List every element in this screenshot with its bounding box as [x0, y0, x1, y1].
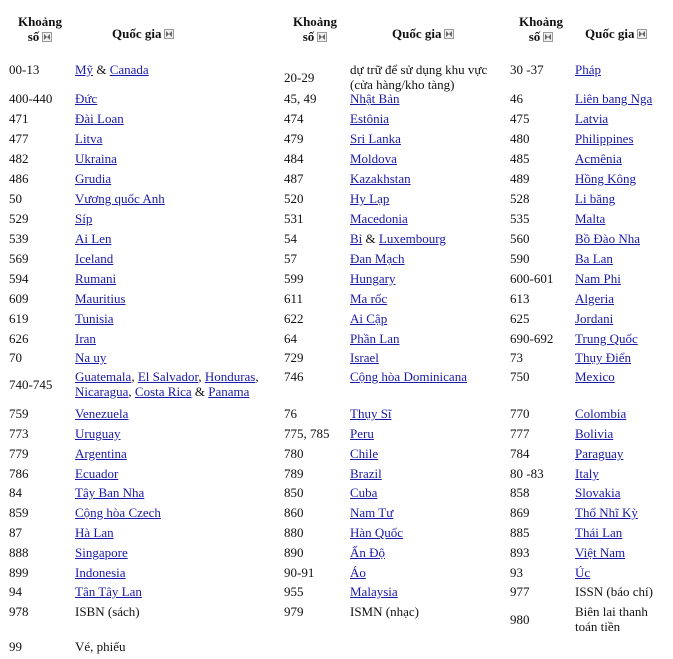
country-link[interactable]: Macedonia [350, 211, 408, 226]
code-range: 520 [284, 191, 304, 206]
header-country-3 [585, 26, 647, 41]
country-cell [75, 131, 102, 146]
sort-icon[interactable] [317, 32, 327, 42]
country-cell [575, 311, 613, 326]
country-link[interactable]: Latvia [575, 111, 609, 126]
country-link[interactable]: Hà Lan [75, 525, 114, 540]
country-cell [350, 231, 446, 246]
country-text: Biên lai thanh [575, 604, 648, 619]
code-range: 750 [510, 369, 530, 384]
code-range: 858 [510, 485, 530, 500]
country-cell [575, 91, 652, 106]
country-cell [575, 271, 621, 286]
code-range: 622 [284, 311, 304, 326]
code-range: 978 [9, 604, 29, 619]
country-link[interactable]: Malaysia [350, 584, 398, 599]
header-range-2 [285, 14, 345, 44]
country-link[interactable]: Ba Lan [575, 251, 613, 266]
country-cell [575, 171, 636, 186]
country-cell [575, 505, 638, 520]
country-link[interactable]: Sri Lanka [350, 131, 401, 146]
country-link[interactable]: Li băng [575, 191, 616, 206]
code-range: 535 [510, 211, 530, 226]
country-cell [350, 505, 393, 520]
code-range: 479 [284, 131, 304, 146]
country-cell [75, 485, 144, 500]
sort-icon[interactable] [164, 29, 174, 39]
country-cell [350, 191, 389, 206]
country-text: ISBN (sách) [75, 604, 140, 619]
code-range: 80 -83 [510, 466, 544, 481]
country-link[interactable]: Thụy Sĩ [350, 406, 392, 421]
country-link[interactable]: Việt Nam [575, 545, 626, 560]
country-cell [350, 584, 398, 599]
country-cell [75, 426, 121, 441]
country-cell [575, 291, 614, 306]
country-link[interactable]: Bồ Đào Nha [575, 231, 640, 246]
code-range: 489 [510, 171, 530, 186]
code-range: 20-29 [284, 70, 315, 85]
country-cell [575, 525, 622, 540]
country-link[interactable]: Guatemala [75, 369, 132, 384]
country-cell [350, 406, 392, 421]
country-link[interactable]: Cuba [350, 485, 378, 500]
country-link[interactable]: Indonesia [75, 565, 126, 580]
country-cell [350, 350, 379, 365]
country-link[interactable]: Đài Loan [75, 111, 124, 126]
code-range: 977 [510, 584, 530, 599]
country-link[interactable]: Algeria [575, 291, 614, 306]
country-link[interactable]: Slovakia [575, 485, 621, 500]
code-range: 57 [284, 251, 297, 266]
sort-icon[interactable] [543, 32, 553, 42]
country-cell [350, 446, 378, 461]
country-cell [75, 584, 142, 599]
code-range: 487 [284, 171, 304, 186]
country-cell [75, 639, 126, 654]
code-range: 73 [510, 350, 523, 365]
country-cell [575, 485, 621, 500]
country-link[interactable]: Litva [75, 131, 103, 146]
country-link[interactable]: Nicaragua [75, 384, 129, 399]
code-range: 899 [9, 565, 29, 580]
country-link[interactable]: Na uy [75, 350, 107, 365]
code-range: 76 [284, 406, 297, 421]
country-link[interactable]: Tunisia [75, 311, 114, 326]
country-link[interactable]: Hồng Kông [575, 171, 637, 186]
country-link[interactable]: Chile [350, 446, 379, 461]
country-link[interactable]: Italy [575, 466, 599, 481]
country-link[interactable]: Bỉ [350, 231, 363, 246]
country-cell [350, 369, 467, 384]
country-link[interactable]: Ecuador [75, 466, 119, 481]
country-cell [575, 111, 608, 126]
country-link[interactable]: Luxembourg [378, 231, 446, 246]
code-range: 400-440 [9, 91, 53, 106]
country-cell [75, 406, 128, 421]
code-range: 869 [510, 505, 530, 520]
code-range: 475 [510, 111, 530, 126]
country-text: (cửa hàng/kho tàng) [350, 77, 455, 92]
country-cell [575, 350, 631, 365]
code-range: 980 [510, 612, 530, 627]
country-link[interactable]: Grudia [75, 171, 112, 186]
code-range: 569 [9, 251, 29, 266]
code-range: 619 [9, 311, 29, 326]
country-cell [575, 466, 599, 481]
country-cell [575, 584, 653, 599]
code-range: 850 [284, 485, 304, 500]
country-cell [350, 525, 403, 540]
country-cell [350, 485, 377, 500]
country-cell [350, 426, 374, 441]
code-range: 531 [284, 211, 304, 226]
country-cell [75, 62, 149, 77]
code-range: 64 [284, 331, 297, 346]
country-cell [350, 311, 387, 326]
country-cell [575, 446, 623, 461]
code-range: 779 [9, 446, 29, 461]
country-cell [75, 505, 161, 520]
country-link[interactable]: Honduras [204, 369, 256, 384]
country-cell [350, 565, 366, 580]
country-cell [350, 91, 399, 106]
country-link[interactable]: Venezuela [75, 406, 129, 421]
code-range: 87 [9, 525, 22, 540]
code-range: 594 [9, 271, 29, 286]
country-cell [350, 211, 408, 226]
header-range-line2 [511, 29, 571, 44]
code-range: 474 [284, 111, 304, 126]
country-link[interactable]: Hàn Quốc [350, 525, 404, 540]
country-link[interactable]: Cộng hòa Czech [75, 505, 161, 520]
header-country-text: Quốc gia [392, 26, 442, 41]
country-link[interactable]: Kazakhstan [350, 171, 411, 186]
country-link[interactable]: Mỹ [75, 62, 94, 77]
country-text: & [191, 384, 209, 399]
code-range: 893 [510, 545, 530, 560]
country-cell [75, 545, 128, 560]
code-range: 888 [9, 545, 29, 560]
country-cell [350, 151, 397, 166]
country-link[interactable]: Ai Len [75, 231, 112, 246]
country-cell [75, 604, 140, 619]
sort-icon[interactable] [637, 29, 647, 39]
country-link[interactable]: Tây Ban Nha [75, 485, 145, 500]
header-range-line2 [10, 29, 70, 44]
country-cell [575, 406, 626, 421]
code-range: 480 [510, 131, 530, 146]
country-cell [75, 231, 111, 246]
country-text: , [128, 384, 135, 399]
code-range: 50 [9, 191, 22, 206]
code-range: 613 [510, 291, 530, 306]
code-range: 00-13 [9, 62, 40, 77]
country-cell [75, 369, 259, 399]
code-range: 482 [9, 151, 29, 166]
country-cell [75, 446, 127, 461]
country-link[interactable]: Síp [75, 211, 93, 226]
country-cell [575, 251, 613, 266]
code-range: 759 [9, 406, 29, 421]
country-link[interactable]: Rumani [75, 271, 117, 286]
country-link[interactable]: Panama [208, 384, 250, 399]
code-range: 740-745 [9, 377, 53, 392]
code-range: 784 [510, 446, 530, 461]
country-cell [350, 545, 385, 560]
country-link[interactable]: Nam Tư [350, 505, 394, 520]
country-link[interactable]: Vương quốc Anh [75, 191, 165, 206]
code-range: 609 [9, 291, 29, 306]
code-range: 860 [284, 505, 304, 520]
country-cell [75, 151, 117, 166]
country-cell [575, 231, 640, 246]
country-cell [75, 171, 111, 186]
header-range-line1: Khoảng [292, 14, 338, 29]
country-link[interactable]: Malta [575, 211, 606, 226]
code-range: 880 [284, 525, 304, 540]
country-link[interactable]: Singapore [75, 545, 128, 560]
country-text: , [198, 369, 205, 384]
country-link[interactable]: Thụy Điển [575, 350, 631, 365]
country-link[interactable]: Đức [75, 91, 98, 106]
country-cell [350, 331, 399, 346]
country-cell [75, 91, 97, 106]
code-range: 786 [9, 466, 29, 481]
country-link[interactable]: Iran [75, 331, 96, 346]
country-cell [575, 62, 601, 77]
country-link[interactable]: Philippines [575, 131, 634, 146]
code-range: 625 [510, 311, 530, 326]
code-range: 859 [9, 505, 29, 520]
country-link[interactable]: Pháp [575, 62, 601, 77]
country-link[interactable]: Nam Phi [575, 271, 621, 286]
code-range: 885 [510, 525, 530, 540]
country-link[interactable]: Hungary [350, 271, 396, 286]
country-cell [575, 211, 605, 226]
country-link[interactable]: Liên bang Nga [575, 91, 653, 106]
header-range-3 [511, 14, 571, 44]
code-range: 789 [284, 466, 304, 481]
country-link[interactable]: Argentina [75, 446, 127, 461]
country-cell [75, 251, 113, 266]
code-range: 626 [9, 331, 29, 346]
sort-icon[interactable] [42, 32, 52, 42]
country-cell [575, 426, 613, 441]
country-link[interactable]: Ma rốc [350, 291, 388, 306]
country-cell [75, 211, 92, 226]
code-range: 477 [9, 131, 29, 146]
code-range: 471 [9, 111, 29, 126]
country-text: , [255, 369, 259, 384]
country-link[interactable]: Ai Cập [350, 311, 388, 326]
code-range: 780 [284, 446, 304, 461]
code-range: 485 [510, 151, 530, 166]
country-cell [75, 311, 114, 326]
country-cell [350, 111, 389, 126]
country-link[interactable]: Uruguay [75, 426, 121, 441]
code-range: 93 [510, 565, 523, 580]
country-text: toán tiền [575, 619, 621, 634]
country-link[interactable]: Peru [350, 426, 374, 441]
country-cell [575, 604, 648, 634]
country-link[interactable]: Jordani [575, 311, 614, 326]
code-range: 30 -37 [510, 62, 544, 77]
country-text: & [93, 62, 110, 77]
header-country-1 [112, 26, 174, 41]
country-link[interactable]: Ukraina [75, 151, 117, 166]
code-range: 529 [9, 211, 29, 226]
code-range: 775, 785 [284, 426, 330, 441]
country-link[interactable]: Brazil [350, 466, 382, 481]
country-text: dự trữ để sử dụng khu vực [350, 62, 488, 77]
header-country-2 [392, 26, 454, 41]
country-cell [75, 565, 126, 580]
country-link[interactable]: Paraguay [575, 446, 624, 461]
header-range-line2 [285, 29, 345, 44]
country-link[interactable]: Moldova [350, 151, 397, 166]
code-range: 94 [9, 584, 22, 599]
country-link[interactable]: Acmênia [575, 151, 622, 166]
header-country-text: Quốc gia [112, 26, 162, 41]
country-link[interactable]: Đan Mạch [350, 251, 405, 266]
country-cell [75, 466, 118, 481]
code-range: 773 [9, 426, 29, 441]
country-cell [75, 350, 106, 365]
code-range: 45, 49 [284, 91, 317, 106]
header-range-line1: Khoảng [518, 14, 564, 29]
code-range: 84 [9, 485, 22, 500]
code-range: 590 [510, 251, 530, 266]
country-cell [575, 545, 625, 560]
country-link[interactable]: Hy Lạp [350, 191, 390, 206]
country-cell [575, 151, 622, 166]
code-range: 560 [510, 231, 530, 246]
country-cell [75, 271, 116, 286]
code-range: 611 [284, 291, 304, 306]
header-range-line2-text: số [27, 29, 40, 44]
country-text: , [131, 369, 138, 384]
code-range: 690-692 [510, 331, 554, 346]
country-link[interactable]: Estônia [350, 111, 389, 126]
country-link[interactable]: Thái Lan [575, 525, 623, 540]
code-range: 46 [510, 91, 523, 106]
country-link[interactable]: Iceland [75, 251, 114, 266]
code-range: 70 [9, 350, 22, 365]
country-link[interactable]: Thổ Nhĩ Kỳ [575, 505, 638, 520]
country-cell [575, 331, 638, 346]
code-range: 528 [510, 191, 530, 206]
country-link[interactable]: Bolivia [575, 426, 614, 441]
country-cell [75, 111, 124, 126]
country-link[interactable]: Cộng hòa Dominicana [350, 369, 467, 384]
code-range: 777 [510, 426, 530, 441]
country-cell [575, 565, 590, 580]
country-link[interactable]: Áo [350, 565, 366, 580]
country-link[interactable]: El Salvador [137, 369, 199, 384]
country-cell [575, 131, 634, 146]
code-range: 599 [284, 271, 304, 286]
code-range: 539 [9, 231, 29, 246]
country-cell [75, 331, 96, 346]
country-link[interactable]: Nhật Bản [350, 91, 400, 106]
header-range-line1: Khoảng [17, 14, 63, 29]
country-text: & [362, 231, 379, 246]
country-text: ISMN (nhạc) [350, 604, 419, 619]
country-link[interactable]: Costa Rica [134, 384, 192, 399]
code-range: 99 [9, 639, 22, 654]
country-link[interactable]: Mauritius [75, 291, 126, 306]
country-link[interactable]: Phần Lan [350, 331, 400, 346]
code-range: 486 [9, 171, 29, 186]
header-range-1 [10, 14, 70, 44]
country-cell [350, 251, 405, 266]
code-range: 770 [510, 406, 530, 421]
country-link[interactable]: Mexico [575, 369, 615, 384]
code-range: 600-601 [510, 271, 554, 286]
country-link[interactable]: Tân Tây Lan [75, 584, 142, 599]
country-link[interactable]: Israel [350, 350, 379, 365]
code-range: 729 [284, 350, 304, 365]
country-cell [350, 604, 419, 619]
country-link[interactable]: Trung Quốc [575, 331, 638, 346]
country-cell [575, 191, 615, 206]
country-cell [75, 291, 126, 306]
country-link[interactable]: Canada [109, 62, 149, 77]
country-text: ISSN (báo chí) [575, 584, 653, 599]
country-link[interactable]: Ấn Độ [350, 545, 386, 560]
header-range-line2-text: số [302, 29, 315, 44]
country-cell [350, 62, 487, 92]
country-cell [75, 525, 114, 540]
country-cell [350, 291, 387, 306]
code-range: 484 [284, 151, 304, 166]
country-cell [350, 131, 401, 146]
country-cell [350, 271, 396, 286]
sort-icon[interactable] [444, 29, 454, 39]
country-cell [350, 466, 382, 481]
code-range: 979 [284, 604, 304, 619]
header-range-line2-text: số [528, 29, 541, 44]
country-link[interactable]: Úc [575, 565, 591, 580]
country-cell [575, 369, 615, 384]
country-cell [75, 191, 165, 206]
country-cell [350, 171, 411, 186]
country-text: Vé, phiếu [75, 639, 126, 654]
header-country-text: Quốc gia [585, 26, 635, 41]
code-range: 746 [284, 369, 304, 384]
code-range: 54 [284, 231, 297, 246]
code-range: 90-91 [284, 565, 315, 580]
country-link[interactable]: Colombia [575, 406, 627, 421]
code-range: 955 [284, 584, 304, 599]
code-range: 890 [284, 545, 304, 560]
